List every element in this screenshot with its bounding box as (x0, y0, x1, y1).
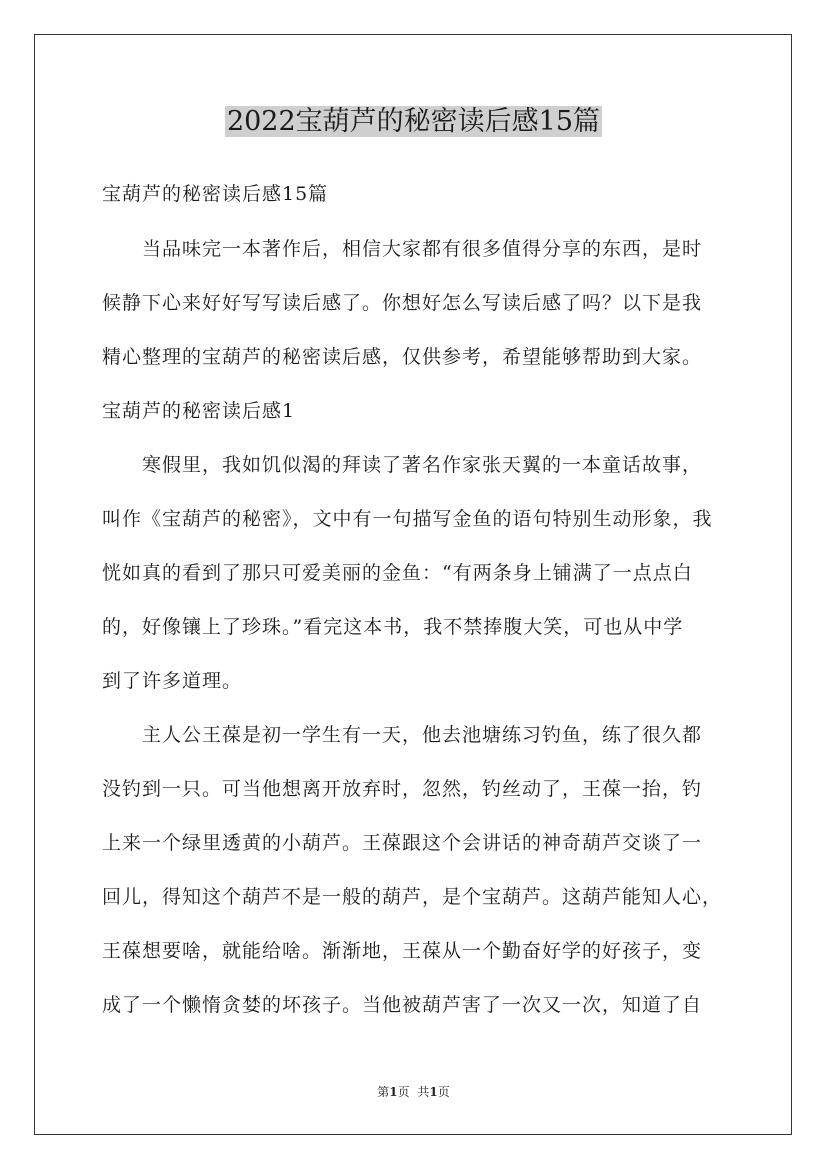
document-title (0, 102, 827, 142)
body-line: 上来一个绿里透黄的小葫芦。王葆跟这个会讲话的神奇葫芦交谈了一 (102, 832, 703, 854)
body-line: 回儿，得知这个葫芦不是一般的葫芦，是个宝葫芦。这葫芦能知人心， (102, 886, 723, 908)
footer-page-suffix: 页 (397, 1085, 410, 1099)
footer-page-number: 1 (389, 1085, 398, 1099)
page-footer (0, 1083, 827, 1101)
document-title-text: 2022宝葫芦的秘密读后感15篇 (226, 106, 601, 137)
body-line: 王葆想要啥，就能给啥。渐渐地，王葆从一个勤奋好学的好孩子，变 (102, 940, 703, 962)
subtitle-line: 宝葫芦的秘密读后感15篇 (102, 183, 329, 205)
body-line: 候静下心来好好写写读后感了。你想好怎么写读后感了吗？以下是我 (102, 292, 703, 314)
body-line: 叫作《宝葫芦的秘密》，文中有一句描写金鱼的语句特别生动形象，我 (102, 508, 713, 530)
footer-total-suffix: 页 (437, 1085, 450, 1099)
body-line: 寒假里，我如饥似渴的拜读了著名作家张天翼的一本童话故事， (102, 454, 703, 476)
body-line: 没钓到一只。可当他想离开放弃时，忽然，钓丝动了，王葆一抬，钓 (102, 778, 703, 800)
body-line: 成了一个懒惰贪婪的坏孩子。当他被葫芦害了一次又一次，知道了自 (102, 994, 703, 1016)
footer-total-prefix: 共 (417, 1085, 430, 1099)
body-line: 当品味完一本著作后，相信大家都有很多值得分享的东西，是时 (102, 238, 703, 260)
body-line: 的，好像镶上了珍珠。”看完这本书，我不禁捧腹大笑，可也从中学 (102, 616, 684, 638)
body-line: 精心整理的宝葫芦的秘密读后感，仅供参考，希望能够帮助到大家。 (102, 346, 703, 368)
section-heading: 宝葫芦的秘密读后感1 (102, 400, 296, 422)
body-line: 主人公王葆是初一学生有一天，他去池塘练习钓鱼，练了很久都 (102, 724, 703, 746)
footer-total-number: 1 (429, 1085, 438, 1099)
body-line: 恍如真的看到了那只可爱美丽的金鱼：“有两条身上铺满了一点点白 (102, 562, 693, 584)
body-line: 到了许多道理。 (102, 670, 243, 692)
footer-page-prefix: 第 (377, 1085, 390, 1099)
